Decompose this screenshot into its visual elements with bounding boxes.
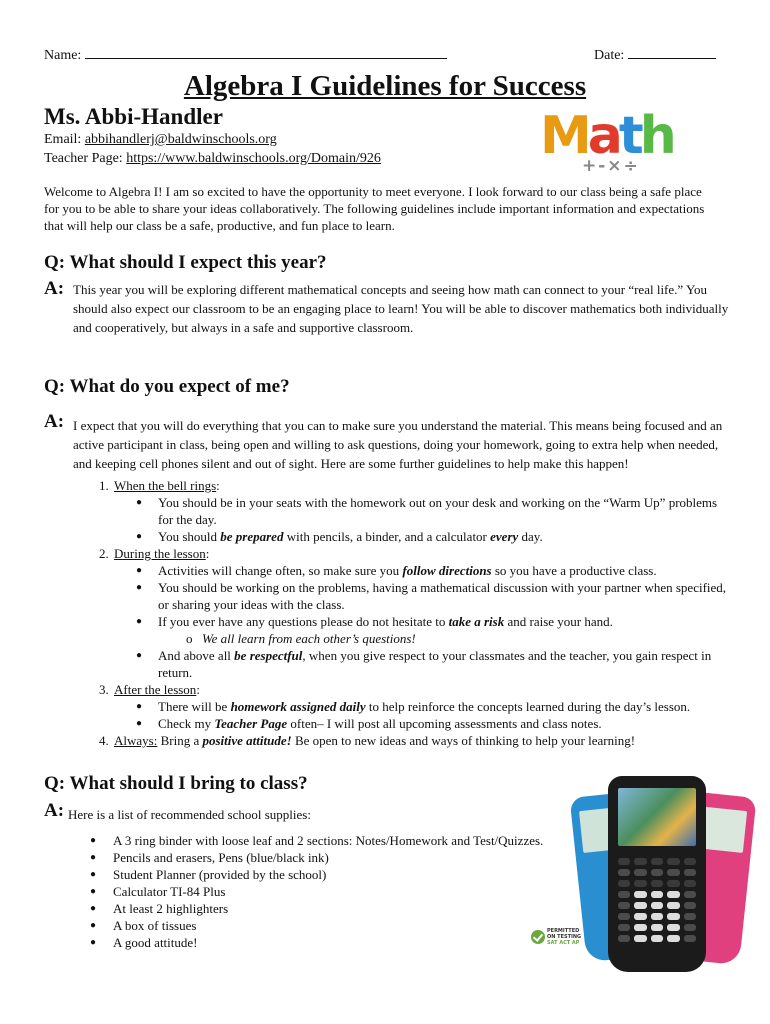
check-icon: [531, 930, 545, 944]
list-item: ● Check my Teacher Page often– I will post all upcoming assessments and class notes.: [158, 715, 732, 732]
math-operators: +-×÷: [582, 156, 640, 176]
math-logo-text: Math: [540, 106, 673, 166]
list-item: ● A 3 ring binder with loose leaf and 2 sections: Notes/Homework and Test/Quizzes.: [90, 832, 570, 849]
date-group: [594, 46, 716, 64]
email-link[interactable]: abbihandlerj@baldwinschools.org: [84, 132, 277, 147]
name-date-line: [44, 46, 720, 64]
teacher-page-link[interactable]: https://www.baldwinschools.org/Domain/926: [126, 151, 381, 166]
page-title: Algebra I Guidelines for Success: [183, 70, 587, 102]
question-expect-of-me: Q: What do you expect of me?: [44, 376, 290, 397]
list-item: 2. During the lesson: ● Activities will change often, so make sure you follow directions so you have a productive class. ● You should be working on the problems, having a mathematical discussion with your partner when specified, or sharing your ideas with the class. ● If you ever have any questions please do not hesitate to take a risk and raise your hand. o We all learn from each other’s questions! ● And above all be respectful, when you give respect to your classmates and the teacher, you gain respect in return.: [112, 545, 732, 681]
list-item: 3. After the lesson: ● There will be homework assigned daily to help reinforce the concepts learned during the day’s lesson. ● Check my Teacher Page often– I will post all upcoming assessments and class notes.: [112, 681, 732, 732]
list-item: ● If you ever have any questions please do not hesitate to take a risk and raise your hand. o We all learn from each other’s questions!: [158, 613, 732, 647]
teacher-page-label: Teacher Page:: [44, 151, 123, 166]
name-field[interactable]: [85, 46, 447, 59]
list-item: ● You should be prepared with pencils, a binder, and a calculator every day.: [158, 528, 732, 545]
list-item: ● A box of tissues: [90, 917, 570, 934]
math-logo: [540, 106, 700, 178]
question-bring-to-class: Q: What should I bring to class?: [44, 773, 308, 794]
answer-label: A:: [44, 800, 65, 821]
answer-expect-this-year: This year you will be exploring different mathematical concepts and seeing how math can connect to your “real life.” You should also expect our classroom to be an engaging place to learn! You will be able to discover mathematics both individually and cooperatively, but always in a safe and supportive classroom.: [73, 282, 729, 335]
permitted-on-testing-badge: PERMITTED ON TESTING SAT ACT AP: [531, 928, 593, 948]
list-item: ● Student Planner (provided by the school): [90, 866, 570, 883]
calculator-black: [608, 776, 706, 972]
date-field[interactable]: [628, 46, 716, 59]
contact-info: [44, 130, 381, 168]
list-item: ● At least 2 highlighters: [90, 900, 570, 917]
list-item: ● You should be in your seats with the homework out on your desk and working on the “Warm Up” problems for the day.: [158, 494, 732, 528]
list-item: ● Activities will change often, so make sure you follow directions so you have a productive class.: [158, 562, 732, 579]
question-expect-this-year: Q: What should I expect this year?: [44, 252, 327, 273]
list-item: 1. When the bell rings: ● You should be in your seats with the homework out on your desk and working on the “Warm Up” problems for the day. ● You should be prepared with pencils, a binder, and a calculator every day.: [112, 477, 732, 545]
list-item: ● A good attitude!: [90, 934, 570, 951]
list-item: ● Calculator TI-84 Plus: [90, 883, 570, 900]
supplies-list: [90, 832, 570, 951]
list-item: ● Pencils and erasers, Pens (blue/black ink): [90, 849, 570, 866]
answer-label: A:: [44, 278, 65, 299]
answer-label: A:: [44, 411, 65, 432]
list-item: ● You should be working on the problems, having a mathematical discussion with your partner when specified, or sharing your ideas with the class.: [158, 579, 732, 613]
teacher-name: Ms. Abbi-Handler: [44, 104, 223, 129]
email-label: Email:: [44, 132, 82, 147]
answer-bring-to-class: Here is a list of recommended school supplies:: [68, 807, 311, 822]
list-item: o We all learn from each other’s questions!: [202, 630, 732, 647]
list-item: 4. Always: Bring a positive attitude! Be open to new ideas and ways of thinking to help your learning!: [112, 732, 732, 749]
answer-expect-of-me: I expect that you will do everything that you can to make sure you understand the material. This means being focused and an active participant in class, being open and willing to ask questions, doing your homework, going to extra help when needed, and keeping cell phones silent and out of sight. Here are some further guidelines to help make this happen!: [73, 418, 723, 471]
guidelines-list: [88, 477, 732, 749]
date-label: Date:: [594, 48, 625, 63]
name-label: Name:: [44, 48, 82, 63]
list-item: ● There will be homework assigned daily to help reinforce the concepts learned during the day’s lesson.: [158, 698, 732, 715]
welcome-paragraph: Welcome to Algebra I! I am so excited to have the opportunity to meet everyone. I look forward to our class being a safe place for you to be able to share your ideas collaboratively. The following guidelines include important information and expectations that will help our class be a safe, productive, and fun place to learn.: [44, 184, 705, 233]
list-item: ● And above all be respectful, when you give respect to your classmates and the teacher, you gain respect in return.: [158, 647, 732, 681]
